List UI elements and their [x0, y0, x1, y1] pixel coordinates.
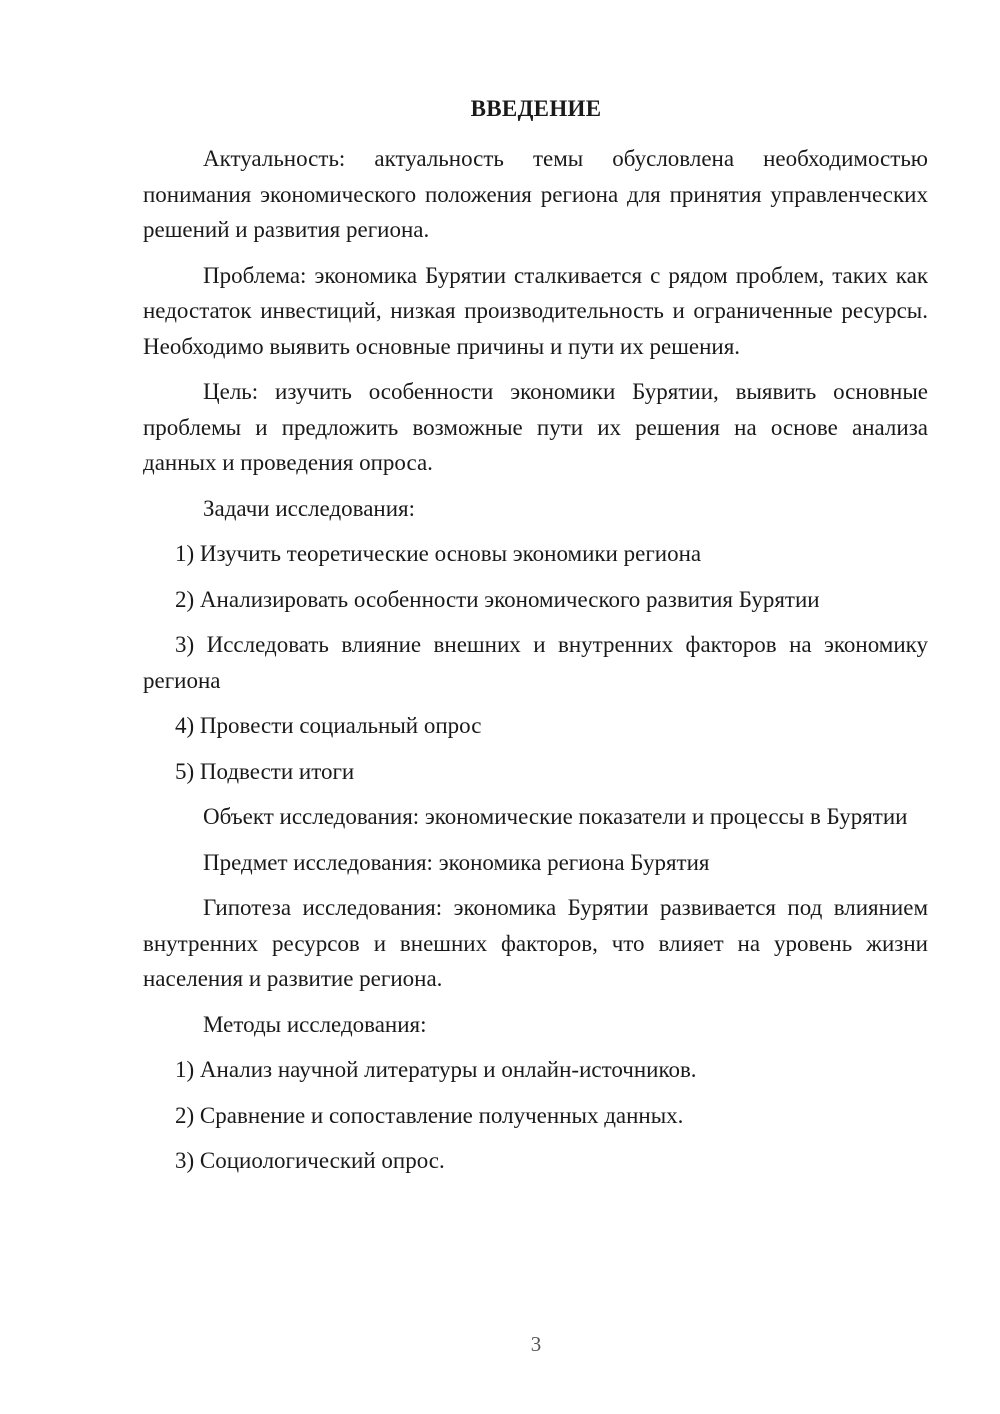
methods-title: Методы исследования: [203, 1011, 427, 1037]
method-item-2: 2) Сравнение и сопоставление полученных данных. [175, 1102, 684, 1128]
paragraph-problem: Проблема: экономика Бурятии сталкивается с рядом проблем, таких как недостаток инвестиций, низкая производительность и ограниченные ресурсы. Необходимо выявить основные причины и пути их решения. [143, 262, 928, 359]
method-item-1: 1) Анализ научной литературы и онлайн-источников. [175, 1057, 697, 1082]
paragraph-relevance: Актуальность: актуальность темы обусловлена необходимостью понимания экономического положения региона для принятия управленческих решений и развития региона. [143, 146, 928, 242]
task-item-3: 3) Исследовать влияние внешних и внутренних факторов на экономику региона [143, 632, 928, 693]
paragraph-subject: Предмет исследования: экономика региона Бурятия [203, 849, 710, 875]
document-body [143, 141, 928, 1189]
page-number: 3 [530, 1332, 542, 1356]
task-item-1: 1) Изучить теоретические основы экономики региона [175, 541, 702, 566]
task-item-5: 5) Подвести итоги [175, 758, 355, 784]
paragraph-object: Объект исследования: экономические показатели и процессы в Бурятии [203, 804, 908, 829]
tasks-title: Задачи исследования: [203, 495, 416, 521]
paragraph-goal: Цель: изучить особенности экономики Бурятии, выявить основные проблемы и предложить возможные пути их решения на основе анализа данных и проведения опроса. [143, 379, 928, 475]
task-item-2: 2) Анализировать особенности экономического развития Бурятии [175, 586, 820, 612]
method-item-3: 3) Социологический опрос. [175, 1148, 445, 1173]
page-title: ВВЕДЕНИЕ [470, 96, 602, 121]
paragraph-hypothesis: Гипотеза исследования: экономика Бурятии развивается под влиянием внутренних ресурсов и внешних факторов, что влияет на уровень жизни населения и развитие региона. [143, 895, 928, 991]
task-item-4: 4) Провести социальный опрос [175, 713, 482, 738]
